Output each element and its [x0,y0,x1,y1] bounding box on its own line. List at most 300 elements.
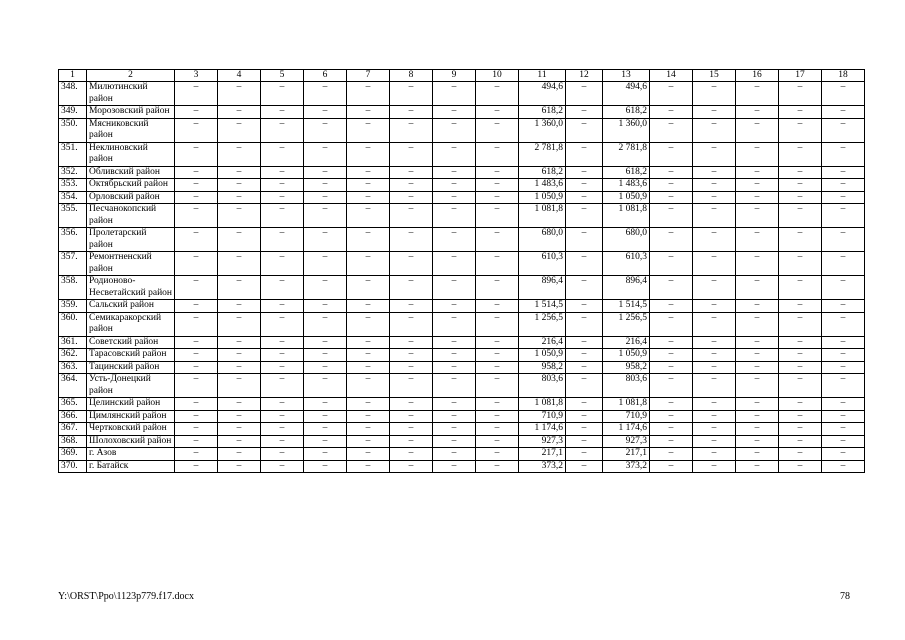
dash-cell: – [650,106,693,119]
dash-cell: – [175,361,218,374]
value-col-13: 1 050,9 [603,191,650,204]
dash-cell: – [650,423,693,436]
dash-cell: – [390,204,433,228]
column-header-13: 13 [603,70,650,82]
dash-cell: – [175,82,218,106]
column-header-14: 14 [650,70,693,82]
dash-cell: – [822,374,865,398]
dash-cell: – [175,448,218,461]
row-number: 362. [59,349,87,362]
dash-cell: – [736,398,779,411]
dash-cell: – [390,423,433,436]
column-header-10: 10 [476,70,519,82]
dash-cell: – [390,349,433,362]
value-col-11: 1 050,9 [519,191,566,204]
table-row [59,398,865,411]
dash-cell: – [175,435,218,448]
dash-cell: – [261,142,304,166]
district-name: Ремонтненский район [87,252,175,276]
district-name: Морозовский район [87,106,175,119]
dash-cell: – [304,118,347,142]
dash-cell: – [822,142,865,166]
dash-cell: – [304,252,347,276]
dash-cell: – [218,106,261,119]
budget-table [58,69,865,473]
value-col-13: 1 174,6 [603,423,650,436]
dash-cell: – [693,349,736,362]
table-row [59,435,865,448]
table-row [59,82,865,106]
dash-cell: – [433,118,476,142]
dash-cell: – [822,300,865,313]
dash-cell: – [433,106,476,119]
value-col-13: 2 781,8 [603,142,650,166]
dash-cell: – [433,374,476,398]
row-number: 353. [59,179,87,192]
dash-cell: – [218,460,261,473]
dash-cell: – [650,142,693,166]
dash-cell: – [822,252,865,276]
dash-cell: – [822,228,865,252]
dash-cell: – [218,276,261,300]
dash-cell: – [736,448,779,461]
dash-cell: – [476,191,519,204]
dash-cell: – [736,252,779,276]
table-row [59,191,865,204]
value-col-13: 373,2 [603,460,650,473]
row-number: 360. [59,312,87,336]
dash-cell: – [304,374,347,398]
table-row [59,276,865,300]
dash-cell: – [650,336,693,349]
dash-cell: – [347,435,390,448]
dash-cell: – [390,106,433,119]
dash-cell: – [390,398,433,411]
table-row [59,336,865,349]
dash-cell: – [693,191,736,204]
dash-cell: – [261,276,304,300]
dash-cell: – [566,300,603,313]
dash-cell: – [736,410,779,423]
dash-cell: – [175,228,218,252]
dash-cell: – [476,336,519,349]
district-name: Шолоховский район [87,435,175,448]
dash-cell: – [736,312,779,336]
dash-cell: – [304,204,347,228]
dash-cell: – [433,191,476,204]
dash-cell: – [304,423,347,436]
table-row [59,448,865,461]
value-col-11: 710,9 [519,410,566,423]
row-number: 365. [59,398,87,411]
dash-cell: – [261,300,304,313]
dash-cell: – [304,448,347,461]
dash-cell: – [650,82,693,106]
dash-cell: – [566,349,603,362]
dash-cell: – [822,312,865,336]
dash-cell: – [476,349,519,362]
dash-cell: – [218,204,261,228]
dash-cell: – [261,448,304,461]
district-name: Октябрьский район [87,179,175,192]
dash-cell: – [218,252,261,276]
dash-cell: – [566,204,603,228]
district-name: Чертковский район [87,423,175,436]
dash-cell: – [175,204,218,228]
value-col-11: 1 360,0 [519,118,566,142]
row-number: 366. [59,410,87,423]
dash-cell: – [347,204,390,228]
table-row [59,423,865,436]
dash-cell: – [822,361,865,374]
dash-cell: – [433,204,476,228]
dash-cell: – [822,448,865,461]
dash-cell: – [736,82,779,106]
district-name: Целинский район [87,398,175,411]
dash-cell: – [218,166,261,179]
dash-cell: – [218,228,261,252]
dash-cell: – [347,228,390,252]
dash-cell: – [390,179,433,192]
dash-cell: – [779,204,822,228]
document-path: Y:\ORST\Ppo\1123p779.f17.docx [58,591,194,602]
dash-cell: – [261,410,304,423]
dash-cell: – [693,166,736,179]
dash-cell: – [175,336,218,349]
dash-cell: – [566,228,603,252]
column-header-3: 3 [175,70,218,82]
column-header-8: 8 [390,70,433,82]
table-row [59,374,865,398]
dash-cell: – [261,252,304,276]
dash-cell: – [433,336,476,349]
dash-cell: – [390,276,433,300]
value-col-11: 803,6 [519,374,566,398]
value-col-11: 216,4 [519,336,566,349]
dash-cell: – [476,118,519,142]
column-header-1: 1 [59,70,87,82]
dash-cell: – [693,312,736,336]
dash-cell: – [779,191,822,204]
dash-cell: – [218,312,261,336]
dash-cell: – [433,349,476,362]
column-header-7: 7 [347,70,390,82]
dash-cell: – [433,300,476,313]
dash-cell: – [822,118,865,142]
row-number: 348. [59,82,87,106]
dash-cell: – [390,142,433,166]
dash-cell: – [736,228,779,252]
dash-cell: – [175,410,218,423]
dash-cell: – [218,374,261,398]
dash-cell: – [693,204,736,228]
dash-cell: – [304,142,347,166]
dash-cell: – [566,252,603,276]
dash-cell: – [390,191,433,204]
dash-cell: – [650,460,693,473]
dash-cell: – [304,312,347,336]
dash-cell: – [779,374,822,398]
dash-cell: – [218,82,261,106]
dash-cell: – [433,361,476,374]
dash-cell: – [304,361,347,374]
dash-cell: – [175,191,218,204]
dash-cell: – [693,460,736,473]
dash-cell: – [261,398,304,411]
dash-cell: – [476,276,519,300]
value-col-13: 610,3 [603,252,650,276]
dash-cell: – [566,191,603,204]
dash-cell: – [304,435,347,448]
dash-cell: – [566,374,603,398]
dash-cell: – [347,374,390,398]
dash-cell: – [390,361,433,374]
dash-cell: – [693,276,736,300]
dash-cell: – [175,276,218,300]
dash-cell: – [476,228,519,252]
dash-cell: – [347,410,390,423]
value-col-11: 1 256,5 [519,312,566,336]
dash-cell: – [650,118,693,142]
dash-cell: – [779,361,822,374]
table-row [59,228,865,252]
dash-cell: – [390,312,433,336]
dash-cell: – [175,349,218,362]
district-name: Тарасовский район [87,349,175,362]
dash-cell: – [693,374,736,398]
dash-cell: – [304,106,347,119]
dash-cell: – [779,423,822,436]
row-number: 359. [59,300,87,313]
value-col-11: 1 050,9 [519,349,566,362]
dash-cell: – [736,435,779,448]
row-number: 355. [59,204,87,228]
table-row [59,460,865,473]
value-col-13: 710,9 [603,410,650,423]
dash-cell: – [693,82,736,106]
dash-cell: – [566,423,603,436]
dash-cell: – [304,460,347,473]
dash-cell: – [779,166,822,179]
district-name: г. Батайск [87,460,175,473]
value-col-11: 680,0 [519,228,566,252]
dash-cell: – [261,179,304,192]
dash-cell: – [693,300,736,313]
dash-cell: – [218,448,261,461]
value-col-11: 1 174,6 [519,423,566,436]
dash-cell: – [218,191,261,204]
value-col-13: 217,1 [603,448,650,461]
dash-cell: – [779,179,822,192]
dash-cell: – [566,312,603,336]
dash-cell: – [779,460,822,473]
value-col-13: 803,6 [603,374,650,398]
dash-cell: – [390,118,433,142]
dash-cell: – [218,423,261,436]
dash-cell: – [476,361,519,374]
dash-cell: – [261,312,304,336]
dash-cell: – [822,423,865,436]
column-header-9: 9 [433,70,476,82]
dash-cell: – [693,448,736,461]
dash-cell: – [304,166,347,179]
dash-cell: – [650,228,693,252]
value-col-11: 373,2 [519,460,566,473]
table-row [59,106,865,119]
value-col-13: 1 514,5 [603,300,650,313]
dash-cell: – [476,374,519,398]
dash-cell: – [822,82,865,106]
column-header-4: 4 [218,70,261,82]
dash-cell: – [433,435,476,448]
dash-cell: – [261,204,304,228]
dash-cell: – [693,423,736,436]
dash-cell: – [261,228,304,252]
dash-cell: – [779,349,822,362]
value-col-13: 1 256,5 [603,312,650,336]
dash-cell: – [347,361,390,374]
column-header-15: 15 [693,70,736,82]
row-number: 369. [59,448,87,461]
dash-cell: – [566,166,603,179]
dash-cell: – [390,374,433,398]
dash-cell: – [566,118,603,142]
dash-cell: – [566,460,603,473]
dash-cell: – [175,374,218,398]
dash-cell: – [261,423,304,436]
dash-cell: – [779,300,822,313]
dash-cell: – [175,106,218,119]
dash-cell: – [390,448,433,461]
dash-cell: – [347,142,390,166]
dash-cell: – [218,336,261,349]
dash-cell: – [822,179,865,192]
value-col-13: 494,6 [603,82,650,106]
value-col-11: 958,2 [519,361,566,374]
value-col-11: 2 781,8 [519,142,566,166]
dash-cell: – [390,228,433,252]
dash-cell: – [433,179,476,192]
dash-cell: – [218,435,261,448]
dash-cell: – [390,336,433,349]
value-col-11: 1 081,8 [519,204,566,228]
dash-cell: – [476,460,519,473]
district-name: Сальский район [87,300,175,313]
value-col-11: 217,1 [519,448,566,461]
dash-cell: – [736,276,779,300]
table-row [59,361,865,374]
dash-cell: – [347,448,390,461]
dash-cell: – [476,398,519,411]
dash-cell: – [566,179,603,192]
dash-cell: – [218,142,261,166]
district-name: Родионово-Несветайский район [87,276,175,300]
table-row [59,179,865,192]
table-row [59,118,865,142]
dash-cell: – [218,349,261,362]
dash-cell: – [476,82,519,106]
dash-cell: – [390,166,433,179]
dash-cell: – [261,82,304,106]
column-header-12: 12 [566,70,603,82]
dash-cell: – [261,349,304,362]
dash-cell: – [433,312,476,336]
value-col-13: 1 050,9 [603,349,650,362]
district-name: Песчанокопский район [87,204,175,228]
value-col-11: 1 483,6 [519,179,566,192]
dash-cell: – [175,460,218,473]
district-name: Тацинский район [87,361,175,374]
column-number-header-row [59,70,865,82]
dash-cell: – [736,336,779,349]
dash-cell: – [433,276,476,300]
dash-cell: – [566,448,603,461]
dash-cell: – [390,82,433,106]
dash-cell: – [218,300,261,313]
table-body [59,82,865,473]
dash-cell: – [347,276,390,300]
value-col-13: 216,4 [603,336,650,349]
dash-cell: – [304,410,347,423]
dash-cell: – [566,435,603,448]
dash-cell: – [693,118,736,142]
column-header-11: 11 [519,70,566,82]
dash-cell: – [347,118,390,142]
dash-cell: – [822,435,865,448]
dash-cell: – [433,82,476,106]
dash-cell: – [304,191,347,204]
row-number: 349. [59,106,87,119]
dash-cell: – [779,398,822,411]
dash-cell: – [566,336,603,349]
dash-cell: – [736,460,779,473]
dash-cell: – [347,179,390,192]
row-number: 370. [59,460,87,473]
dash-cell: – [822,336,865,349]
dash-cell: – [650,204,693,228]
dash-cell: – [822,398,865,411]
dash-cell: – [218,118,261,142]
dash-cell: – [347,398,390,411]
dash-cell: – [476,435,519,448]
district-name: Усть-Донецкий район [87,374,175,398]
row-number: 352. [59,166,87,179]
district-name: г. Азов [87,448,175,461]
dash-cell: – [261,118,304,142]
dash-cell: – [693,410,736,423]
dash-cell: – [175,179,218,192]
dash-cell: – [433,142,476,166]
row-number: 363. [59,361,87,374]
dash-cell: – [650,374,693,398]
dash-cell: – [347,252,390,276]
dash-cell: – [175,142,218,166]
dash-cell: – [261,191,304,204]
district-name: Неклиновский район [87,142,175,166]
district-name: Орловский район [87,191,175,204]
dash-cell: – [822,166,865,179]
dash-cell: – [736,106,779,119]
dash-cell: – [566,82,603,106]
dash-cell: – [347,300,390,313]
table-row [59,410,865,423]
dash-cell: – [433,252,476,276]
dash-cell: – [693,435,736,448]
district-name: Советский район [87,336,175,349]
table-row [59,166,865,179]
dash-cell: – [779,410,822,423]
row-number: 358. [59,276,87,300]
